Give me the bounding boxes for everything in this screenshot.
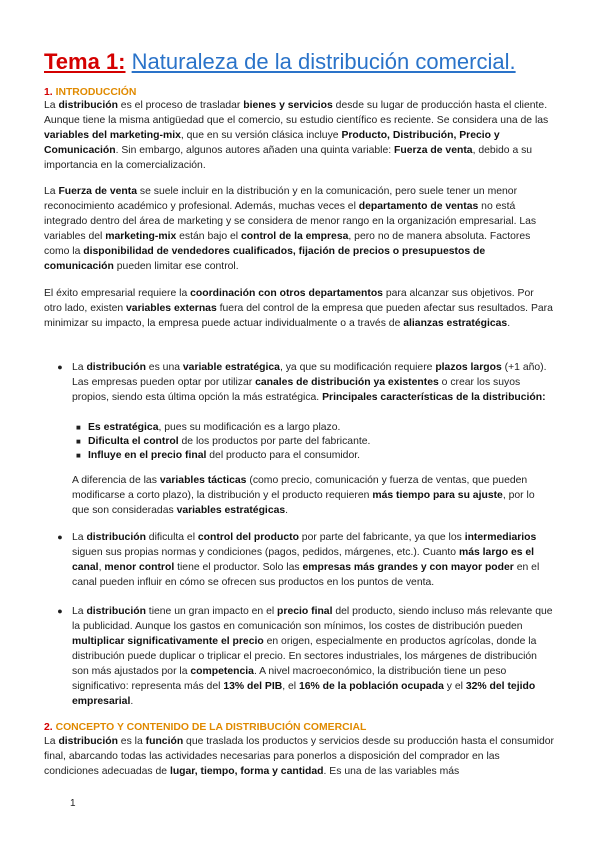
bold-term: menor control [104,562,175,573]
bold-term: alianzas estratégicas [403,318,508,329]
intro-paragraph-1 [44,98,554,173]
bullet-3-text [72,604,554,709]
bold-term: plazos largos [435,362,502,373]
text-run: o crear los suyos propios, siendo esta última opción la más estratégica. [72,377,521,403]
bold-term: precio final [277,606,333,617]
bold-term: Influye en el precio final [88,450,207,461]
bold-term: 16% de la población ocupada [298,681,444,692]
text-run: tiene el productor. Solo las [174,562,303,573]
bold-term: canales de distribución ya existentes [255,377,439,388]
text-run: La [72,362,87,373]
text-run: (+1 año). Las empresas pueden optar por utilizar [72,362,547,388]
bold-term: variables externas [126,303,217,314]
text-run: se suele incluir en la distribución y en la comunicación, pero suele tener un menor reconocimiento académico y profesional. Además, muchas veces el [44,186,518,212]
text-run: del producto para el consumidor. [206,450,361,461]
bold-term: Principales características de la distribución: [322,392,546,403]
bold-term: variables estratégicas [176,505,286,516]
bold-term: variable estratégica [182,362,280,373]
bullet-3-icon: ● [57,606,63,616]
text-run: tiene un gran impacto en el [145,606,278,617]
text-run: es la [117,736,146,747]
bold-term: variables tácticas [159,475,247,486]
text-run: , ya que su modificación requiere [279,362,436,373]
intro-paragraph-3 [44,286,554,331]
section-1-number: 1. [44,87,53,98]
bold-term: variables del marketing-mix [44,130,181,141]
sub-item-1-text [88,422,340,433]
bold-term: Es estratégica [88,422,159,433]
bold-term: distribución [58,736,118,747]
bold-term: multiplicar significativamente el precio [72,636,264,647]
text-run: fuera del control de la empresa que pueden afectar sus resultados. Para minimizar su impacto, la empresa puede actuar individualmente o a través de [44,303,553,329]
bold-term: más tiempo para su ajuste [372,490,503,501]
text-run: , pero no de manera absoluta. Factores como la [44,231,531,257]
bold-term: distribución [86,606,146,617]
text-run: La [72,532,87,543]
text-run: para alcanzar sus objetivos. Por otro lado, existen [44,288,534,314]
text-run: y el [443,681,466,692]
section-2-heading [44,720,366,735]
concept-paragraph-1 [44,734,554,779]
bold-term: bienes y servicios [243,100,333,111]
bold-term: coordinación con otros departamentos [190,288,383,299]
text-run: La [44,186,59,197]
bold-term: Producto, Distribución, Precio y Comunicación [44,130,500,156]
text-run: , pues su modificación es a largo plazo. [158,422,341,433]
text-run: por parte del fabricante, ya que los [298,532,465,543]
bold-term: control de la empresa [240,231,349,242]
text-run: pueden limitar ese control. [113,261,239,272]
bullet-2-icon: ● [57,532,63,542]
text-run: de los productos por parte del fabricante. [178,436,371,447]
list-item [76,420,554,435]
bold-term: marketing-mix [105,231,177,242]
text-run: , [98,562,105,573]
text-run: es una [145,362,183,373]
text-run: . Es una de las variables más [323,766,460,777]
text-run: están bajo el [176,231,241,242]
text-run: La [72,606,87,617]
square-bullet-icon: ■ [76,451,81,460]
bold-term: Fuerza de venta [58,186,137,197]
bold-term: disponibilidad de vendedores cualificados, fijación de precios o presupuestos de comunicación [44,246,486,272]
section-2-number: 2. [44,722,53,733]
text-run: del producto, siendo incluso más relevante que la publicidad. Aunque los gastos en comunicación son mínimos, los costes de distribución pueden [72,606,553,632]
text-run: (como precio, comunicación y fuerza de ventas, que pueden modificarse a corto plazo), la distribución y el producto requieren [72,475,528,501]
bullet-1-followup-paragraph [72,473,554,518]
bold-term: distribución [86,532,146,543]
bold-term: departamento de ventas [358,201,479,212]
text-run: es el proceso de trasladar [117,100,244,111]
text-run: La [44,100,59,111]
page-number: 1 [70,798,76,809]
square-bullet-icon: ■ [76,423,81,432]
text-run: , debido a su importancia en la comercialización. [44,145,533,171]
page-title [44,48,516,76]
bold-term: empresas más grandes y con mayor poder [302,562,514,573]
title-text: Naturaleza de la distribución comercial. [131,49,516,74]
bold-term: función [145,736,184,747]
text-run: desde su lugar de producción hasta el cliente. Aunque tiene la misma antigüedad que el comercio, su estudio científico es reciente. Se considera una de las [44,100,549,126]
bold-term: 13% del PIB [223,681,283,692]
text-run: , por lo que son consideradas [72,490,535,516]
bold-term: 32% del tejido empresarial [72,681,536,707]
sub-item-3-text [88,450,360,461]
bullet-2-text [72,530,554,590]
text-run: dificulta el [145,532,198,543]
text-run: en el canal pueden influir en cómo se ofrecen sus productos en los puntos de venta. [72,562,540,588]
square-bullet-icon: ■ [76,437,81,446]
text-run: que traslada los productos y servicios desde su producción hasta el consumidor final, abarcando todas las actividades necesarias para ponerlos a disposición del comprador en las condiciones adecuadas de [44,736,554,777]
section-2-title: CONCEPTO Y CONTENIDO DE LA DISTRIBUCIÓN COMERCIAL [55,722,367,733]
title-number: Tema 1: [44,49,126,74]
bold-term: intermediarios [464,532,537,543]
text-run: La [44,736,59,747]
text-run: en origen, especialmente en productos agrícolas, donde la distribución puede duplicar o triplicar el precio. En sectores industriales, los márgenes de distribución son más ajustados por la [72,636,537,677]
text-run: El éxito empresarial requiere la [44,288,191,299]
intro-paragraph-2 [44,184,554,274]
list-item [76,448,554,463]
text-run: . [507,318,511,329]
bold-term: competencia [190,666,254,677]
text-run: . Sin embargo, algunos autores añaden una quinta variable: [115,145,395,156]
bold-term: más largo es el canal [72,547,535,573]
text-run: siguen sus propias normas y condiciones (pagos, pedidos, márgenes, etc.). Cuanto [72,547,459,558]
section-1-title: INTRODUCCIÓN [55,87,137,98]
text-run: , el [282,681,299,692]
bullet-1-text [72,360,554,405]
text-run: . A nivel macroeconómico, la distribución tiene un peso significativo: representa más del [72,666,507,692]
text-run: . [130,696,134,707]
bold-term: control del producto [197,532,299,543]
bold-term: Fuerza de venta [394,145,473,156]
text-run: no está integrado dentro del área de marketing y se considera de menor rango en la organización empresarial. Las variables del [44,201,537,242]
bold-term: distribución [58,100,118,111]
sub-item-2-text [88,436,370,447]
bullet-1-icon: ● [57,362,63,372]
bold-term: Dificulta el control [88,436,179,447]
text-run: A diferencia de las [72,475,160,486]
bold-term: lugar, tiempo, forma y cantidad [169,766,324,777]
list-item [76,434,554,449]
bold-term: distribución [86,362,146,373]
text-run: , que en su versión clásica incluye [180,130,342,141]
text-run: . [285,505,289,516]
